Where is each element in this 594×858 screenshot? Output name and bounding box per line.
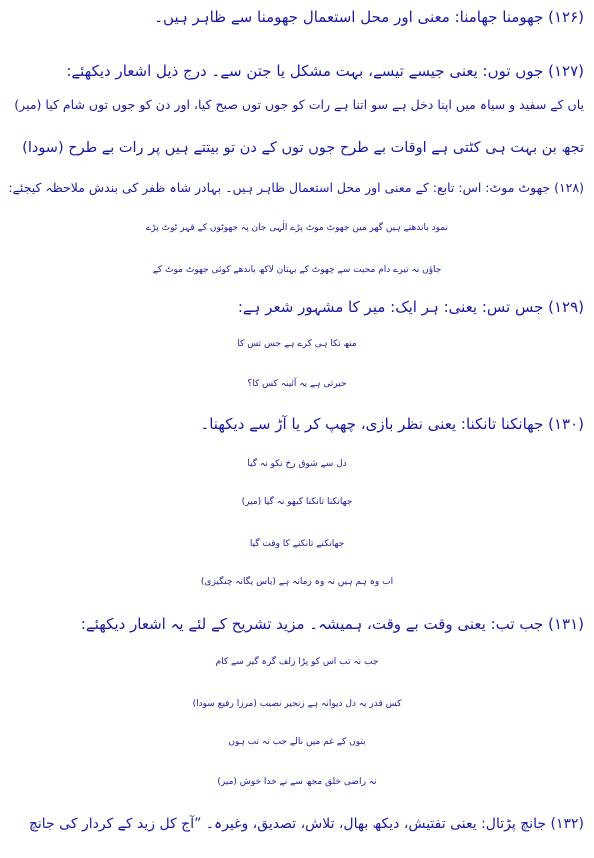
verse-line: جب نہ تب اس کو پڑا زلف گرہ گیر سے کام — [215, 657, 379, 667]
entry-126: (۱۲۶) جھومنا جھامنا: معنی اور محل استعمال جھومنا سے ظاہر ہیں۔ — [154, 8, 584, 26]
entry-129: (۱۲۹) جس تس: یعنی: ہر ایک: میر کا مشہور شعر ہے: — [237, 298, 584, 316]
entry-127: (۱۲۷) جوں توں: یعنی جیسے تیسے، بہت مشکل یا جتن سے۔ درج ذیل اشعار دیکھئے: — [66, 62, 584, 80]
verse-line: اب وہ ہم ہیں نہ وہ زمانہ ہے (یاس یگانہ چنگیزی) — [200, 577, 394, 587]
verse-line: نہ راضی خلق مجھ سے نے خدا خوش (میر) — [217, 777, 377, 787]
verse-line: یاں کے سفید و سیاہ میں اپنا دخل ہے سو اتنا ہے رات کو جوں توں صبح کیا، اور دن کو جوں توں شام کیا (میر) — [14, 97, 584, 112]
verse-line: بتوں کے غم میں نالے جب نہ تب ہوں — [228, 737, 366, 747]
entry-130: (۱۳۰) جھانکنا تانکنا: یعنی نظر بازی، چھپ کر یا آڑ سے دیکھنا۔ — [200, 415, 584, 433]
verse-line: تجھ بن بہت ہی کٹتی ہے اوقات بے طرح جوں توں کے دن تو بیتتے ہیں پر رات بے طرح (سودا) — [22, 140, 584, 156]
verse-line: جاؤں نہ تیرے دام محبت سے چھوٹ کے بہتان لاکھ باندھے کوئی جھوٹ موٹ کے — [152, 265, 442, 275]
verse-line: کس قدر یہ دل دیوانہ ہے زنجیر نصیب (مرزا رفیع سودا) — [192, 699, 402, 709]
verse-line: جھانکنا تانکنا کبھو نہ گیا (میر) — [241, 497, 353, 507]
verse-line: دل سے شوق رخ نکو نہ گیا — [247, 459, 347, 469]
verse-line: نمود باندھتے ہیں گھر میں جھوٹ موٹ پڑے الٰہی جان پہ جھوٹوں کے قہر ٹوٹ پڑے — [146, 223, 448, 233]
verse-line: حیرتی ہے یہ آئینہ کس کا؟ — [247, 379, 347, 389]
entry-131: (۱۳۱) جب تب: یعنی وقت بے وقت، ہمیشہ۔ مزید تشریح کے لئے یہ اشعار دیکھئے: — [80, 615, 584, 633]
entry-128: (۱۲۸) جھوٹ موٹ: اس: تابع: کے معنی اور محل استعمال ظاہر ہیں۔ بہادر شاہ ظفر کی بندش ملاحظہ کیجئے: — [8, 180, 584, 195]
verse-line: جھانکنے تانکنے کا وقت گیا — [249, 539, 345, 549]
verse-line: منھ تکا ہی کرے ہے جس تس کا — [237, 339, 357, 349]
entry-132: (۱۳۲) جانچ پڑتال: یعنی تفتیش، دیکھ بھال، تلاش، تصدیق، وغیرہ۔ ”آج کل زید کے کردار کی جانچ — [28, 816, 584, 832]
